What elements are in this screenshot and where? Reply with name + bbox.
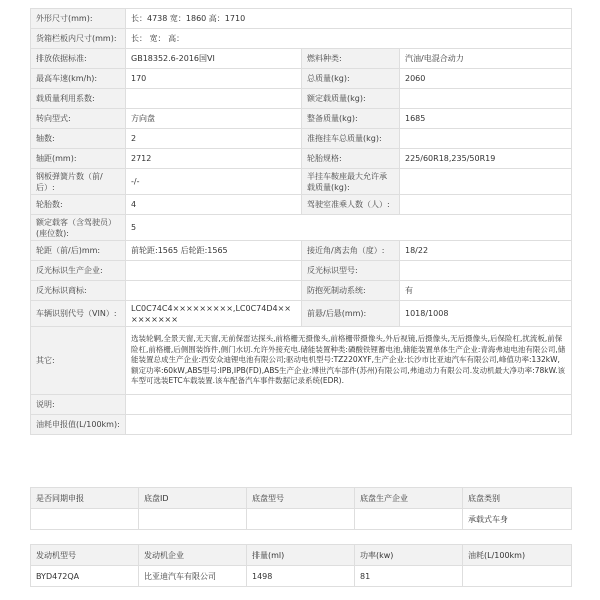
note-value	[126, 395, 572, 415]
dims-value: 长：4738 宽：1860 高：1710	[126, 9, 572, 29]
max-speed-label: 最高车速(km/h):	[31, 69, 126, 89]
engine-cell: 1498	[247, 566, 355, 587]
tire-spec-value: 225/60R18,235/50R19	[400, 149, 572, 169]
chassis-cell	[247, 509, 355, 530]
engine-header-cell: 油耗(L/100km)	[463, 545, 572, 566]
spec-row-track	[31, 241, 572, 261]
reflector-model-value	[400, 261, 572, 281]
wheelbase-label: 轴距(mm):	[31, 149, 126, 169]
approach-angle-value: 18/22	[400, 241, 572, 261]
dims-label: 外形尺寸(mm):	[31, 9, 126, 29]
rated-load-label: 额定载质量(kg):	[302, 89, 400, 109]
cargo-value: 长： 宽： 高：	[126, 29, 572, 49]
spec-row-abs	[31, 281, 572, 301]
other-value: 选装轮辋,全景天窗,无天窗,无前保雷达探头,前格栅无摄像头,前格栅带摄像头,外后视镜,后摄像头,无后摄像头,后保险杠,扰流板,前保险杠,前格栅,后侧围装饰件,侧门水切.允许外接充电.储能装置种类:磷酸铁锂蓄电池,储能装置单体生产企业:青海弗迪电池有限公司,储能装置总成生产企业:西安众迪锂电池有限公司;驱动电机型号:TZ220XYF,生产企业:长沙市比亚迪汽车有限公司,峰值功率:132kW,额定功率:60kW,ABS型号:IPB,IPB(FD),ABS生产企业:博世汽车部件(苏州)有限公司,弗迪动力有限公司.发动机最大净功率:78kW.该车型可选装ETC车载装置.该车配备汽车事件数据记录系统(EDR).	[126, 327, 572, 395]
overhang-label: 前悬/后悬(mm):	[302, 301, 400, 327]
spec-row-speed	[31, 69, 572, 89]
engine-header-cell: 发动机企业	[139, 545, 247, 566]
axles-value: 2	[126, 129, 302, 149]
fuel-report-label: 油耗申报值(L/100km):	[31, 415, 126, 435]
rated-seats-label: 额定载客（含驾驶员）(座位数):	[31, 215, 126, 241]
tire-spec-label: 轮胎规格:	[302, 149, 400, 169]
spec-row-reflector	[31, 261, 572, 281]
spec-row-tires	[31, 195, 572, 215]
reflector-mark-label: 反光标识商标:	[31, 281, 126, 301]
vin-value: LC0C74C4×××××××××,LC0C74D4×××××××××	[126, 301, 302, 327]
curb-mass-value: 1685	[400, 109, 572, 129]
reflector-model-label: 反光标识型号:	[302, 261, 400, 281]
engine-header-cell: 发动机型号	[31, 545, 139, 566]
chassis-header-cell: 底盘生产企业	[355, 488, 463, 509]
reflector-company-label: 反光标识生产企业:	[31, 261, 126, 281]
trailer-mass-value	[400, 129, 572, 149]
engine-cell	[463, 566, 572, 587]
trailer-mass-label: 准拖挂车总质量(kg):	[302, 129, 400, 149]
note-label: 说明:	[31, 395, 126, 415]
cab-seats-label: 驾驶室准乘人数（人）:	[302, 195, 400, 215]
emission-label: 排放依据标准:	[31, 49, 126, 69]
chassis-cell	[355, 509, 463, 530]
spec-row-load	[31, 89, 572, 109]
fuel-type-label: 燃料种类:	[302, 49, 400, 69]
chassis-table	[30, 487, 572, 530]
spec-row-seats	[31, 215, 572, 241]
reflector-mark-value	[126, 281, 302, 301]
track-label: 轮距（前/后)mm:	[31, 241, 126, 261]
rated-load-value	[400, 89, 572, 109]
load-factor-label: 载质量利用系数:	[31, 89, 126, 109]
max-speed-value: 170	[126, 69, 302, 89]
chassis-header-row	[31, 488, 572, 509]
chassis-header-cell: 是否同期申报	[31, 488, 139, 509]
vehicle-spec-table	[30, 8, 572, 435]
table-row	[31, 566, 572, 587]
approach-angle-label: 接近角/离去角（度）:	[302, 241, 400, 261]
chassis-cell	[31, 509, 139, 530]
chassis-header-cell: 底盘ID	[139, 488, 247, 509]
steering-value: 方向盘	[126, 109, 302, 129]
overhang-value: 1018/1008	[400, 301, 572, 327]
spec-row-vin	[31, 301, 572, 327]
load-factor-value	[126, 89, 302, 109]
engine-cell: 比亚迪汽车有限公司	[139, 566, 247, 587]
engine-header-row	[31, 545, 572, 566]
fuel-report-value	[126, 415, 572, 435]
spec-row-other	[31, 327, 572, 395]
saddle-load-label: 半挂车鞍座最大允许承载质量(kg):	[302, 169, 400, 195]
emission-value: GB18352.6-2016国VI	[126, 49, 302, 69]
reflector-company-value	[126, 261, 302, 281]
cargo-label: 货箱栏板内尺寸(mm):	[31, 29, 126, 49]
saddle-load-value	[400, 169, 572, 195]
engine-header-cell: 功率(kw)	[355, 545, 463, 566]
engine-header-cell: 排量(ml)	[247, 545, 355, 566]
total-mass-label: 总质量(kg):	[302, 69, 400, 89]
spec-row-fuel-report	[31, 415, 572, 435]
chassis-cell	[139, 509, 247, 530]
chassis-header-cell: 底盘型号	[247, 488, 355, 509]
spec-row-spring	[31, 169, 572, 195]
fuel-type-value: 汽油/电混合动力	[400, 49, 572, 69]
chassis-cell: 承载式车身	[463, 509, 572, 530]
track-value: 前轮距:1565 后轮距:1565	[126, 241, 302, 261]
spring-count-value: -/-	[126, 169, 302, 195]
spec-row-cargo	[31, 29, 572, 49]
total-mass-value: 2060	[400, 69, 572, 89]
spec-row-steering	[31, 109, 572, 129]
abs-label: 防抱死制动系统:	[302, 281, 400, 301]
spec-row-axles	[31, 129, 572, 149]
table-row	[31, 509, 572, 530]
cab-seats-value	[400, 195, 572, 215]
engine-cell: 81	[355, 566, 463, 587]
spec-row-emission	[31, 49, 572, 69]
steering-label: 转向型式:	[31, 109, 126, 129]
spring-count-label: 钢板弹簧片数（前/后）:	[31, 169, 126, 195]
spec-row-dimensions	[31, 9, 572, 29]
abs-value: 有	[400, 281, 572, 301]
tire-count-value: 4	[126, 195, 302, 215]
tire-count-label: 轮胎数:	[31, 195, 126, 215]
engine-table	[30, 544, 572, 587]
curb-mass-label: 整备质量(kg):	[302, 109, 400, 129]
engine-cell: BYD472QA	[31, 566, 139, 587]
spec-row-wheelbase	[31, 149, 572, 169]
spec-row-note	[31, 395, 572, 415]
vin-label: 车辆识别代号（VIN）:	[31, 301, 126, 327]
axles-label: 轴数:	[31, 129, 126, 149]
other-label: 其它:	[31, 327, 126, 395]
chassis-header-cell: 底盘类别	[463, 488, 572, 509]
wheelbase-value: 2712	[126, 149, 302, 169]
rated-seats-value: 5	[126, 215, 572, 241]
